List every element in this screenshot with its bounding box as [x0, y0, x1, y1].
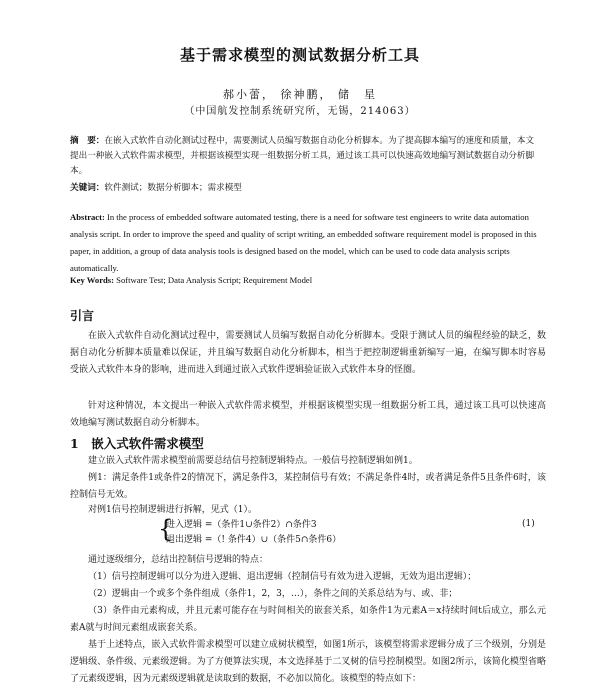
abstract-en — [70, 209, 542, 277]
abstract-cn-label: 摘 要： — [70, 136, 105, 146]
intro-heading: 引言 — [70, 309, 95, 323]
abstract-cn-text: 在嵌入式软件自动化测试过程中，需要测试人员编写数据自动化分析脚本。为了提高脚本编写的速度和质量，本文提出一种嵌入式软件需求模型，并根据该模型实现一组数据分析工具，通过该工具可以快速高效地编写测试数据自动分析脚本。 — [70, 136, 535, 176]
feature-item-3: （3）条件由元素构成，并且元素可能存在与时间相关的嵌套关系，如条件1为元素A＝x持续时间t后成立，那么元素A就与时间元素组成嵌套关系。 — [70, 606, 546, 633]
equation-brace: { — [158, 515, 174, 543]
keywords-cn — [70, 181, 542, 196]
section-1-example-1: 例1：满足条件1或条件2的情况下，满足条件3，某控制信号有效；不满足条件4时，或者满足条件5且条件6时，该控制信号无效。 — [70, 473, 546, 500]
keywords-en — [70, 272, 542, 289]
section-1-heading: 1 嵌入式软件需求模型 — [70, 436, 204, 451]
section-1-paragraph-1: 建立嵌入式软件需求模型前需要总结信号控制逻辑特点。一般信号控制逻辑如例1。 — [88, 456, 418, 466]
section-1-paragraph-3: 对例1信号控制逻辑进行拆解，见式（1）。 — [88, 505, 257, 515]
keywords-en-label: Key Words: — [70, 275, 115, 285]
author-list: 郝小蕾， 徐神鹏， 储 星 — [223, 88, 377, 101]
section-1-paragraph-4: 通过逐级细分，总结出控制信号逻辑的特点： — [88, 555, 269, 565]
affiliation: （中国航发控制系统研究所，无锡，214063） — [184, 106, 416, 117]
keywords-cn-label: 关键词： — [70, 183, 105, 193]
equation-number: (1) — [522, 519, 535, 529]
keywords-cn-text: 软件测试；数据分析脚本；需求模型 — [104, 183, 242, 193]
feature-item-1: （1）信号控制逻辑可以分为进入逻辑、退出逻辑（控制信号有效为进入逻辑，无效为退出逻辑）； — [88, 572, 477, 582]
equation-line-2: 退出逻辑 =（! 条件4）∪（条件5∩条件6） — [166, 535, 342, 545]
paper-title: 基于需求模型的测试数据分析工具 — [179, 46, 420, 64]
keywords-en-text: Software Test; Data Analysis Script; Requirement Model — [116, 275, 313, 285]
intro-paragraph-2: 针对这种情况，本文提出一种嵌入式软件需求模型，并根据该模型实现一组数据分析工具，通过该工具可以快速高效地编写测试数据自动分析脚本。 — [70, 401, 546, 428]
abstract-en-text: In the process of embedded software automated testing, there is a need for software test engineers to write data automation analysis script. In order to improve the speed and quality of script writing, an embedded software requirement model is proposed in this paper, in addition, a group of data analysis tools is designed based on the model, which can be used to code data analysis scripts automatically. — [70, 212, 537, 273]
abstract-en-label: Abstract: — [70, 212, 105, 222]
equation-line-1: 进入逻辑 =（条件1∪条件2）∩条件3 — [166, 520, 317, 530]
abstract-cn — [70, 134, 542, 179]
intro-paragraph-1: 在嵌入式软件自动化测试过程中，需要测试人员编写数据自动化分析脚本。受限于测试人员的编程经验的缺乏，数据自动化分析脚本质量难以保证，并且编写数据自动化分析脚本，相当于把控制逻辑重新编写一遍，在编写脚本时容易受嵌入式软件本身的影响，进而进入到通过嵌入式软件逻辑验证嵌入式软件本身的怪圈。 — [70, 331, 546, 375]
feature-item-2: （2）逻辑由一个或多个条件组成（条件1，2，3，…），条件之间的关系总结为与、或、非； — [88, 589, 458, 599]
section-1-paragraph-5: 基于上述特点，嵌入式软件需求模型可以建立成树状模型，如图1所示，该模型将需求逻辑分成了三个级别，分别是逻辑级、条件级、元素级逻辑。为了方便算法实现，本文选择基于二叉树的信号控制模型。如图2所示，该简化模型省略了元素级逻辑，因为元素级逻辑就是读取到的数据，不必加以简化。该模型的特点如下： — [70, 640, 546, 684]
